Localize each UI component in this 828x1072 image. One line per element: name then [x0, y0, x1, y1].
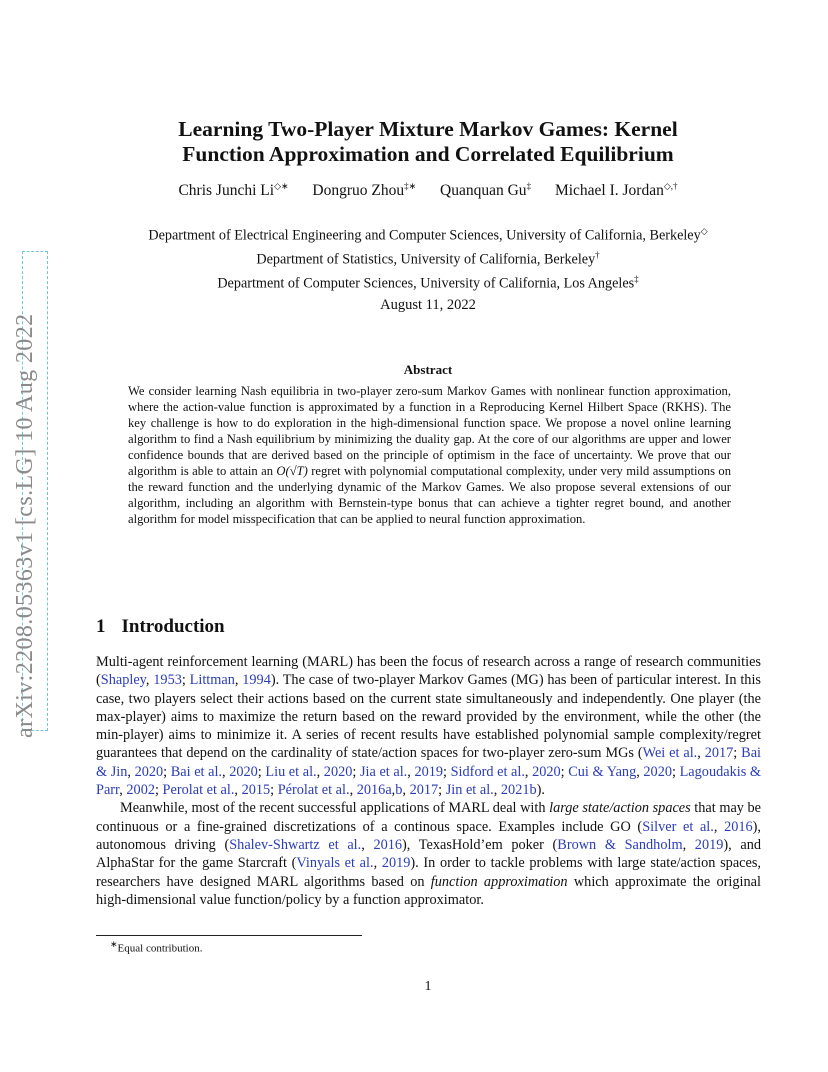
text-run: ). — [536, 782, 545, 799]
text-run: ; — [352, 763, 360, 780]
citation-link[interactable]: Jin et al. — [445, 782, 494, 799]
citation-link[interactable]: Sidford et al. — [450, 763, 525, 780]
paragraph — [96, 653, 761, 799]
author: Quanquan Gu‡ — [440, 181, 532, 200]
citation-link[interactable]: Vinyals et al. — [296, 855, 374, 872]
text-run: Meanwhile, most of the recent successful applications of MARL deal with — [120, 800, 550, 817]
citation-link[interactable]: Wei et al. — [642, 745, 698, 762]
text-run: ), and AlphaStar for the game Starcraft ( — [96, 836, 761, 872]
text-run: , — [361, 836, 374, 853]
citation-link[interactable]: Littman — [189, 672, 235, 689]
citation-link[interactable]: Liu et al. — [265, 763, 317, 780]
text-run: ; — [672, 763, 680, 780]
introduction-body — [96, 653, 761, 909]
citation-link[interactable]: 2021b — [500, 782, 537, 799]
text-run: ; — [181, 672, 190, 689]
text-run: , — [493, 782, 501, 799]
citation-link[interactable]: 2020 — [229, 763, 258, 780]
text-run: ). The case of two-player Markov Games (MG) has been of particular interest. In this case, two players select their actions based on the current state simultaneously and independently. One player (the max-player) aims to maximize the return based on the reward provided by the environment, while the other (the min-player) aims to minimize it. A series of recent results have established polynomial sample complexity/regret guarantees that depend on the cardinality of state/action spaces for two-player zero-sum MGs ( — [96, 672, 761, 762]
emphasis-text: function approximation — [430, 873, 568, 890]
citation-link[interactable]: 2016a — [356, 782, 392, 799]
footnote: ∗Equal contribution. — [110, 939, 203, 955]
text-run: ; — [155, 782, 163, 799]
citation-link[interactable]: 2016 — [724, 818, 753, 835]
text-run: ; — [560, 763, 569, 780]
citation-link[interactable]: 2019 — [694, 836, 724, 853]
text-run: , — [524, 763, 533, 780]
citation-link[interactable]: Lagoudakis & Parr — [96, 763, 761, 799]
text-run: , — [697, 745, 705, 762]
text-run: ; — [163, 763, 171, 780]
text-run: Multi-agent reinforcement learning (MARL) has been the focus of research across a range of research communities ( — [96, 654, 761, 689]
citation-link[interactable]: Jia et al. — [359, 763, 408, 780]
affiliation: Department of Computer Sciences, University of California, Los Angeles‡ — [217, 274, 639, 293]
citation-link[interactable]: Perolat et al. — [162, 782, 235, 799]
emphasis-text: large state/action spaces — [549, 800, 691, 817]
citation-link[interactable]: 1994 — [242, 672, 271, 689]
citation-link[interactable]: 2020 — [643, 763, 672, 780]
arxiv-identifier: arXiv:2208.05363v1 [cs.LG] 10 Aug 2022 — [12, 313, 38, 738]
text-run: ; — [443, 763, 451, 780]
footnote-rule — [96, 935, 362, 936]
text-run: ; — [733, 745, 742, 762]
citation-link[interactable]: 2002 — [126, 782, 155, 799]
text-run: which approximate the original high-dimensional value function/policy by a function approximator. — [96, 873, 761, 908]
text-run: , — [682, 836, 695, 853]
citation-link[interactable]: 2017 — [409, 782, 439, 799]
citation-link[interactable]: Bai & Jin — [96, 745, 762, 780]
publication-date: August 11, 2022 — [380, 297, 476, 313]
citation-link[interactable]: Brown & Sandholm — [557, 836, 683, 853]
text-run: , — [349, 782, 357, 799]
citation-link[interactable]: Pérolat et al. — [277, 782, 350, 799]
text-run: , — [636, 763, 644, 780]
citation-link[interactable]: 1953 — [153, 672, 182, 689]
citation-link[interactable]: Shalev-Shwartz et al. — [229, 836, 362, 853]
section-heading-introduction — [96, 616, 225, 638]
page-number: 1 — [424, 979, 432, 994]
text-run: , — [391, 782, 396, 799]
text-run: , — [127, 763, 135, 780]
citation-link[interactable]: 2020 — [134, 763, 164, 780]
text-run: that may be continuous or a fine-grained discretizations of a continous space. Examples include GO ( — [96, 800, 762, 835]
affiliation: Department of Statistics, University of California, Berkeley† — [256, 250, 600, 268]
citation-link[interactable]: Silver et al. — [642, 818, 714, 835]
citation-link[interactable]: Bai et al. — [170, 763, 223, 780]
citation-link[interactable]: b — [395, 782, 403, 799]
regret-bound-math: O(√T) — [276, 464, 308, 478]
affiliations — [96, 222, 760, 295]
abstract-heading: Abstract — [403, 362, 453, 377]
citation-link[interactable]: 2016 — [373, 836, 403, 853]
citation-link[interactable]: 2019 — [414, 763, 444, 780]
text-run: ; — [270, 782, 278, 799]
section-number: 1 — [96, 616, 106, 637]
text-run: ). In order to tackle problems with large state/action spaces, researchers have designed MARL algorithms based on — [96, 855, 762, 890]
text-run: , — [234, 672, 243, 689]
section-title: Introduction — [121, 616, 225, 637]
text-run: ), autonomous driving ( — [96, 818, 761, 853]
citation-link[interactable]: 2020 — [532, 763, 561, 780]
citation-link[interactable]: Shapley — [100, 672, 146, 689]
text-run: , — [407, 763, 415, 780]
citation-link[interactable]: Cui & Yang — [568, 763, 637, 780]
text-run: ; — [257, 763, 266, 780]
author: Chris Junchi Li◇∗ — [178, 181, 289, 200]
citation-link[interactable]: 2020 — [323, 763, 353, 780]
author: Michael I. Jordan◇,† — [554, 181, 678, 200]
citation-link[interactable]: 2019 — [381, 855, 411, 872]
text-run: , — [119, 782, 127, 799]
text-run: , — [373, 855, 382, 872]
text-run: , — [402, 782, 410, 799]
text-run: ; — [438, 782, 446, 799]
text-run: , — [145, 672, 154, 689]
author-list — [96, 181, 760, 200]
paragraph — [96, 799, 761, 909]
text-run: , — [234, 782, 242, 799]
citation-link[interactable]: 2017 — [704, 745, 734, 762]
abstract-text: We consider learning Nash equilibria in two-player zero-sum Markov Games with nonlinear function approximation, where the action-value function is approximated by a function in a Reproducing Kernel Hilbert Space (RKHS). The key challenge is how to do exploration in the high-dimensional function space. We propose a novel online learning algorithm to find a Nash equilibrium by minimizing the duality gap. At the core of our algorithms are upper and lower confidence bounds that are derived based on the principle of optimism in the face of uncertainty. We prove that our algorithm is able to attain an O(√T) regret with polynomial computational complexity, under very mild assumptions on the reward function and the underlying dynamic of the Markov Games. We also propose several extensions of our algorithm, including an algorithm with Bernstein-type bonus that can achieve a tighter regret bound, and another algorithm for model misspecification that can be applied to neural function approximation. — [128, 384, 731, 526]
text-run: , — [316, 763, 324, 780]
text-run: , — [713, 818, 725, 835]
citation-link[interactable]: 2015 — [241, 782, 271, 799]
affiliation: Department of Electrical Engineering and Computer Sciences, University of California, Berkeley◇ — [148, 226, 708, 244]
title-line-2: Function Approximation and Correlated Equilibrium — [182, 142, 674, 166]
text-run: ), TexasHold’em poker ( — [402, 836, 558, 853]
text-run: , — [222, 763, 230, 780]
author: Dongruo Zhou‡∗ — [312, 181, 417, 200]
title-line-1: Learning Two-Player Mixture Markov Games: Kernel — [178, 117, 678, 141]
paper-title — [96, 117, 760, 167]
